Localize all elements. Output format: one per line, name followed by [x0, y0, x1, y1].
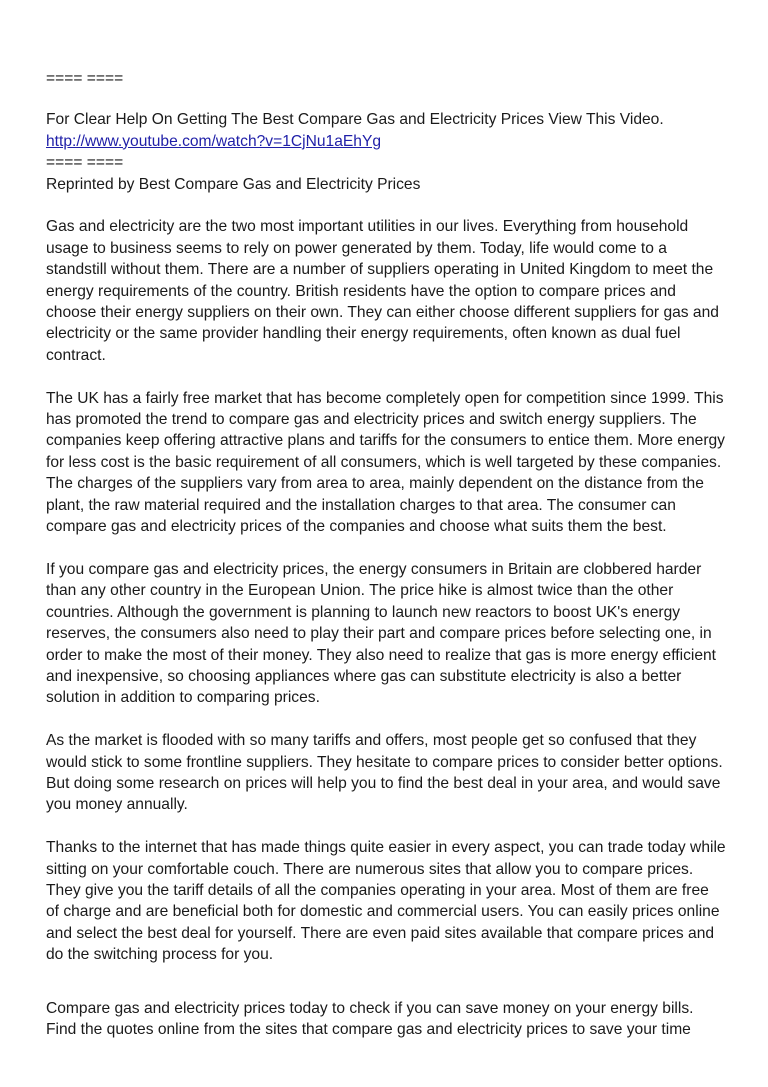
paragraph-line: companies keep offering attractive plans and tariffs for the consumers to entice them. More energy: [46, 432, 725, 450]
paragraph-line: of charge and are beneficial both for domestic and commercial users. You can easily prices online: [46, 903, 720, 921]
paragraph-line: Gas and electricity are the two most important utilities in our lives. Everything from household: [46, 218, 689, 236]
paragraph-line: They give you the tariff details of all the companies operating in your area. Most of them are free: [46, 881, 709, 899]
paragraph-3: [46, 559, 726, 709]
video-link[interactable]: http://www.youtube.com/watch?v=1CjNu1aEhYg: [46, 132, 382, 150]
paragraph-line: usage to business seems to rely on power generated by them. Today, life would come to a: [46, 239, 667, 257]
paragraph-line: But doing some research on prices will help you to find the best deal in your area, and would save: [46, 774, 721, 792]
paragraph-line: than any other country in the European Union. The price hike is almost twice than the other: [46, 582, 674, 600]
paragraph-line: you money annually.: [46, 796, 188, 814]
paragraph-line: for less cost is the basic requirement of all consumers, which is well targeted by these companies.: [46, 453, 722, 471]
paragraph-line: countries. Although the government is planning to launch new reactors to boost UK's energy: [46, 603, 681, 621]
paragraph-line: contract.: [46, 346, 106, 364]
paragraph-5: [46, 837, 726, 965]
paragraph-line: plant, the raw material required and the installation charges to that area. The consumer can: [46, 496, 676, 514]
intro-line: For Clear Help On Getting The Best Compare Gas and Electricity Prices View This Video.: [46, 111, 664, 129]
paragraph-line: Find the quotes online from the sites that compare gas and electricity prices to save your time: [46, 1020, 691, 1038]
paragraph-line: standstill without them. There are a number of suppliers operating in United Kingdom to meet the: [46, 261, 714, 279]
paragraph-line: has promoted the trend to compare gas and electricity prices and switch energy suppliers. The: [46, 411, 697, 429]
paragraph-4: [46, 730, 726, 816]
paragraph-line: order to make the most of their money. They also need to realize that gas is more energy efficient: [46, 646, 717, 664]
paragraph-line: energy requirements of the country. British residents have the option to compare prices and: [46, 282, 676, 300]
paragraph-line: If you compare gas and electricity prices, the energy consumers in Britain are clobbered harder: [46, 560, 702, 578]
paragraph-line: The charges of the suppliers vary from area to area, mainly dependent on the distance from the: [46, 475, 704, 493]
paragraph-line: sitting on your comfortable couch. There are numerous sites that allow you to compare prices.: [46, 860, 694, 878]
paragraph-line: Compare gas and electricity prices today to check if you can save money on your energy bills.: [46, 999, 694, 1017]
separator-top: ==== ====: [46, 70, 124, 87]
paragraph-line: solution in addition to comparing prices.: [46, 689, 320, 707]
paragraph-line: electricity or the same provider handling their energy requirements, often known as dual fuel: [46, 325, 681, 343]
paragraph-line: compare gas and electricity prices of the companies and choose what suits them the best.: [46, 518, 667, 536]
paragraph-line: would stick to some frontline suppliers. They hesitate to compare prices to consider better options.: [46, 753, 723, 771]
reprint-credit: Reprinted by Best Compare Gas and Electricity Prices: [46, 175, 421, 193]
paragraph-1: [46, 216, 726, 366]
paragraph-2: [46, 388, 726, 538]
paragraph-6: [46, 998, 726, 1041]
paragraph-line: choose their energy suppliers on their own. They can either choose different suppliers for gas and: [46, 304, 719, 322]
paragraph-line: and inexpensive, so choosing appliances where gas can substitute electricity is also a better: [46, 667, 682, 685]
document-page: [46, 68, 726, 1040]
paragraph-line: reserves, the consumers also need to play their part and compare prices before selecting one, in: [46, 625, 712, 643]
separator-bottom: ==== ====: [46, 154, 124, 172]
paragraph-line: As the market is flooded with so many tariffs and offers, most people get so confused that they: [46, 732, 697, 750]
paragraph-line: Thanks to the internet that has made things quite easier in every aspect, you can trade today while: [46, 839, 726, 857]
paragraph-line: and select the best deal for yourself. There are even paid sites available that compare prices and: [46, 924, 715, 942]
paragraph-line: do the switching process for you.: [46, 946, 274, 964]
paragraph-line: The UK has a fairly free market that has become completely open for competition since 1999. This: [46, 389, 724, 407]
